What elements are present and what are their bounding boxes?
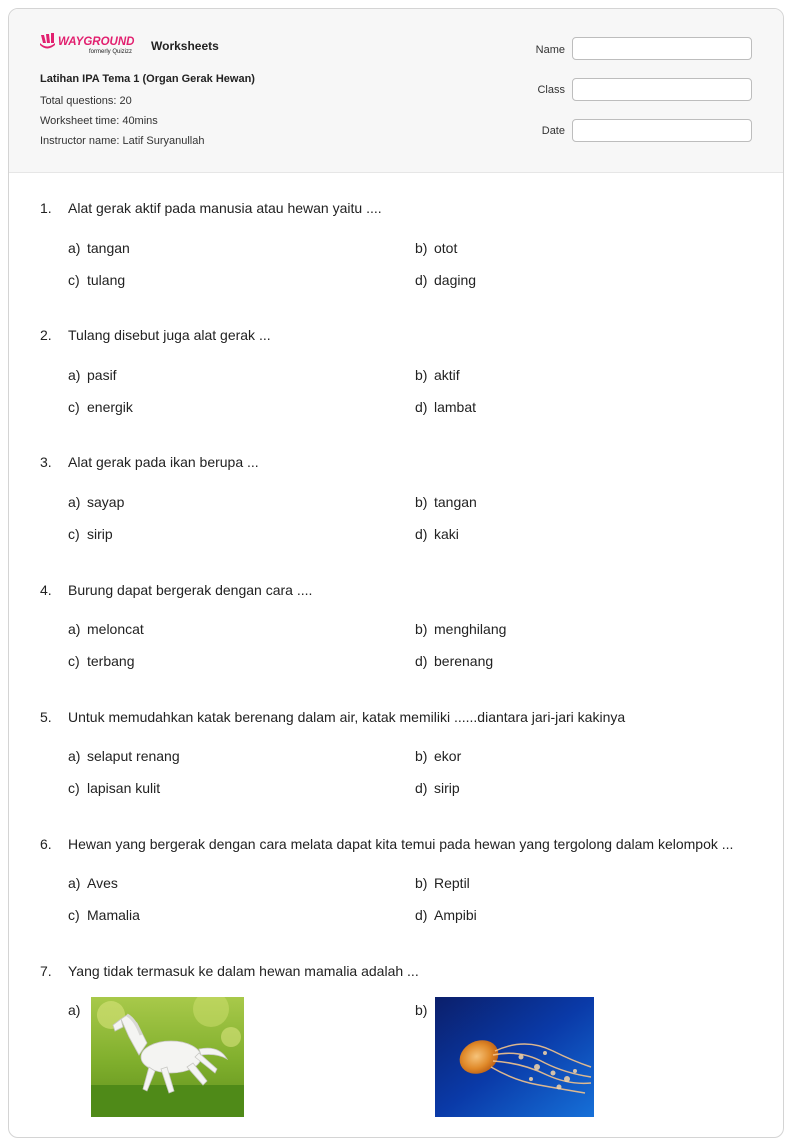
brand-title: Worksheets — [151, 39, 219, 53]
option-a-image — [91, 997, 244, 1117]
question-number: 1. — [40, 200, 52, 216]
option-b: b) aktif — [415, 367, 460, 383]
option-b: b) otot — [415, 240, 458, 256]
option-a: a) — [68, 1002, 81, 1018]
option-c: c) tulang — [68, 272, 126, 288]
option-c: c) lapisan kulit — [68, 780, 161, 796]
option-b: b) menghilang — [415, 621, 507, 637]
question-text: Alat gerak aktif pada manusia atau hewan yaitu .... — [68, 200, 382, 216]
option-c: c) Mamalia — [68, 907, 140, 923]
question-number: 7. — [40, 963, 52, 979]
jellyfish-image — [435, 997, 594, 1117]
question-text: Burung dapat bergerak dengan cara .... — [68, 582, 313, 598]
worksheet — [8, 8, 784, 1138]
date-label: Date — [541, 125, 565, 137]
question-number: 4. — [40, 582, 52, 598]
question-text: Hewan yang bergerak dengan cara melata dapat kita temui pada hewan yang tergolong dalam kelompok ... — [68, 836, 734, 852]
wayground-logo — [40, 33, 144, 59]
question-number: 6. — [40, 836, 52, 852]
logo-subtitle: formerly Quizizz — [89, 49, 133, 55]
instructor-name: Instructor name: Latif Suryanullah — [40, 135, 205, 147]
option-d: d) lambat — [415, 399, 477, 415]
worksheet-title: Latihan IPA Tema 1 (Organ Gerak Hewan) — [40, 73, 255, 85]
option-a: a) Aves — [68, 875, 118, 891]
question-number: 3. — [40, 454, 52, 470]
worksheet-time: Worksheet time: 40mins — [40, 115, 158, 127]
question-number: 2. — [40, 327, 52, 343]
name-label: Name — [535, 44, 565, 56]
option-d: d) berenang — [415, 653, 494, 669]
date-field[interactable] — [572, 119, 752, 142]
option-a: a) sayap — [68, 494, 125, 510]
question-number: 5. — [40, 709, 52, 725]
option-b: b) Reptil — [415, 875, 470, 891]
question-text: Yang tidak termasuk ke dalam hewan mamalia adalah ... — [68, 963, 419, 979]
worksheet-header — [9, 9, 784, 173]
option-b: b) tangan — [415, 494, 477, 510]
option-a: a) tangan — [68, 240, 130, 256]
option-a: a) selaput renang — [68, 748, 180, 764]
option-d: d) daging — [415, 272, 477, 288]
question-text: Untuk memudahkan katak berenang dalam air, katak memiliki ......diantara jari-jari kakinya — [68, 709, 626, 725]
question-text: Alat gerak pada ikan berupa ... — [68, 454, 259, 470]
total-questions: Total questions: 20 — [40, 95, 132, 107]
horse-image — [91, 997, 244, 1117]
class-field[interactable] — [572, 78, 752, 101]
option-b: b) — [415, 1002, 428, 1018]
option-b-image — [435, 997, 594, 1117]
option-a: a) pasif — [68, 367, 117, 383]
question-text: Tulang disebut juga alat gerak ... — [68, 327, 271, 343]
option-c: c) terbang — [68, 653, 135, 669]
name-field[interactable] — [572, 37, 752, 60]
option-d: d) kaki — [415, 526, 459, 542]
option-a: a) meloncat — [68, 621, 144, 637]
class-label: Class — [537, 84, 565, 96]
option-d: d) sirip — [415, 780, 460, 796]
option-c: c) energik — [68, 399, 133, 415]
option-c: c) sirip — [68, 526, 113, 542]
svg-text:WAYGROUND: WAYGROUND — [58, 36, 135, 48]
option-b: b) ekor — [415, 748, 462, 764]
option-d: d) Ampibi — [415, 907, 477, 923]
